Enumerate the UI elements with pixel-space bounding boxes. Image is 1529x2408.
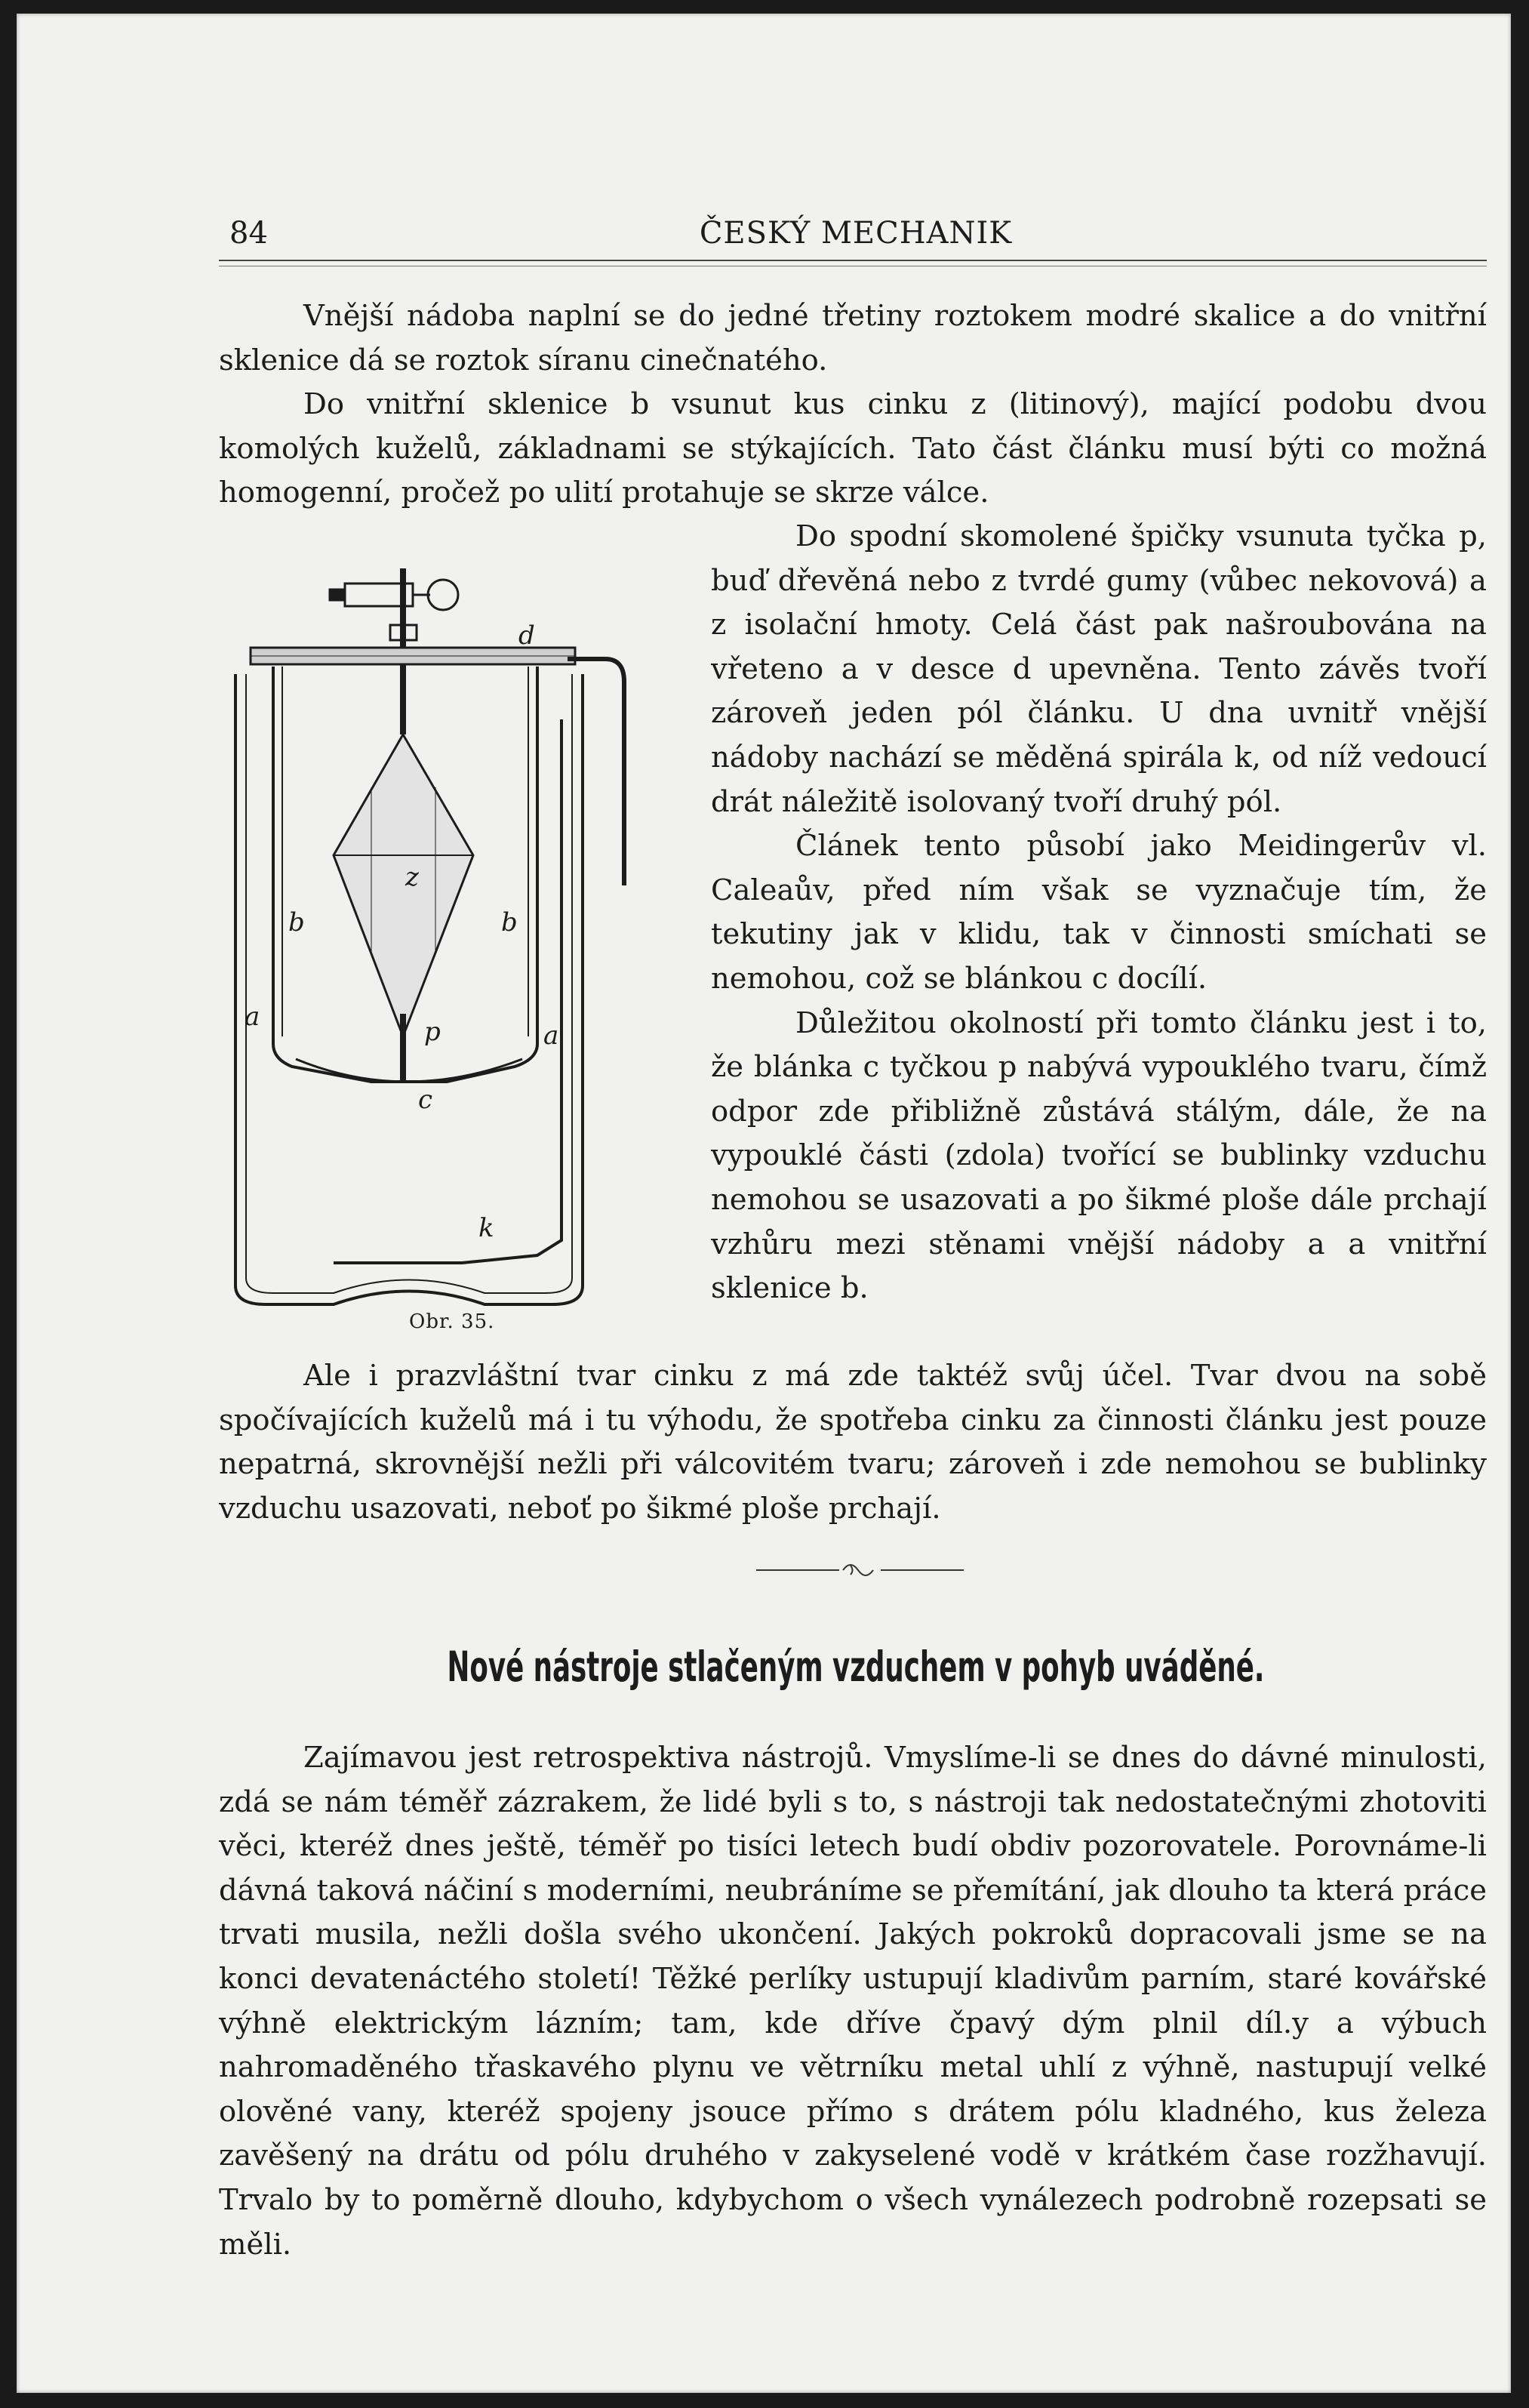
figure-battery-cell — [220, 561, 703, 1316]
figure-caption: Obr. 35. — [409, 1310, 495, 1333]
section-heading: Nové nástroje stlačeným vzduchem v pohyb uváděné. — [447, 1643, 1265, 1691]
paragraph-after-figure — [219, 1354, 1487, 1531]
terminal-hook — [428, 580, 458, 610]
paragraph: Do vnitřní sklenice b vsunut kus cinku z (litinový), mající podobu dvou komolých kuželů, základnami se stýkajících. Tato část článku musí býti co možná homogenní, pročež po ulití protahuje se skrze válce. — [219, 387, 1487, 510]
paragraph: Ale i prazvláštní tvar cinku z má zde taktéž svůj účel. Tvar dvou na sobě spočívajících kuželů má i tu výhodu, že spotřeba cinku za činnosti článku jest pouze nepatrná, skrovnější nežli při válcovitém tvaru; zároveň i zde nemohou se bublinky vzduchu usazovati, neboť po šikmé ploše prchají. — [219, 1359, 1487, 1526]
book-page — [17, 14, 1511, 2393]
label-d: d — [518, 620, 535, 651]
running-title: ČESKÝ MECHANIK — [699, 216, 1013, 251]
label-p: p — [424, 1017, 441, 1047]
paragraph: Vnější nádoba naplní se do jedné třetiny roztokem modré skalice a do vnitřní sklenice dá se roztok síranu cinečnatého. — [219, 299, 1487, 377]
paragraph: Článek tento působí jako Meidingerův vl. Caleaův, před ním však se vyznačuje tím, že tekutiny jak v klidu, tak v činnosti smíchati se nemohou, což se blánkou c docílí. — [711, 829, 1487, 996]
paragraph: Zajímavou jest retrospektiva nástrojů. Vmyslíme-li se dnes do dávné minulosti, zdá se nám téměř zázrakem, že lidé byli s to, s nástroji tak nedostatečnými zhotoviti věci, kteréž dnes ještě, téměř po tisíci letech budí obdiv pozorovatele. Porovnáme-li dávná taková náčiní s moderními, neubráníme se přemítání, jak dlouho ta která práce trvati musila, nežli došla svého ukončení. Jakých pokroků dopracovali jsme se na konci devatenáctého století! Těžké perlíky ustupují kladivům parním, staré kovářské výhně elektrickým lázním; tam, kde dříve čpavý dým plnil díl.y a výbuch nahromaděného třaskavého plynu ve větrníku metal uhlí z výhně, nastupují velké olověné vany, kteréž spojeny jsouce přímo s drátem pólu kladného, kus železa zavěšený na drátu od pólu druhého v zakyselené vodě v krátkém čase rozžhavují. Trvalo by to poměrně dlouho, kdybychom o všech vynálezech podrobně rozepsati se měli. — [219, 1741, 1487, 2262]
label-b-left: b — [288, 907, 305, 938]
label-a-right: a — [543, 1021, 559, 1051]
zinc-double-cone — [334, 734, 473, 1036]
label-a-left: a — [245, 1002, 260, 1032]
paragraph-intro — [219, 294, 1487, 516]
page-number: 84 — [229, 216, 268, 251]
page-header — [229, 208, 1482, 261]
label-z: z — [405, 862, 419, 892]
paragraph: Do spodní skomolené špičky vsunuta tyčka p, buď dřevěná nebo z tvrdé gumy (vůbec nekovová) a z isolační hmoty. Celá část pak našroubována na vřeteno a v desce d upevněna. Tento závěs tvoří zároveň jeden pól článku. U dna uvnitř vnější nádoby nachází se měděná spirála k, od níž vedoucí drát náležitě isolovaný tvoří druhý pól. — [711, 519, 1487, 819]
membrane-c — [296, 1059, 522, 1082]
label-k: k — [478, 1213, 494, 1243]
lead-wire — [568, 659, 624, 885]
header-rule — [219, 260, 1487, 261]
side-text — [711, 515, 1487, 1311]
section-paragraph — [219, 1736, 1487, 2267]
terminal-knob — [330, 590, 345, 600]
label-c: c — [418, 1085, 433, 1115]
paragraph: Důležitou okolností při tomto článku jest i to, že blánka c tyčkou p nabývá vypouklého tvaru, čímž odpor zde přibližně zůstává stálým, dále, že na vypouklé části (zdola) tvořící se bublinky vzduchu nemohou se usazovati a po šikmé ploše dále prchají vzhůru mezi stěnami vnější nádoby a a vnitřní sklenice b. — [711, 1005, 1487, 1306]
label-b-right: b — [501, 907, 518, 938]
ornament-divider — [756, 1555, 968, 1585]
